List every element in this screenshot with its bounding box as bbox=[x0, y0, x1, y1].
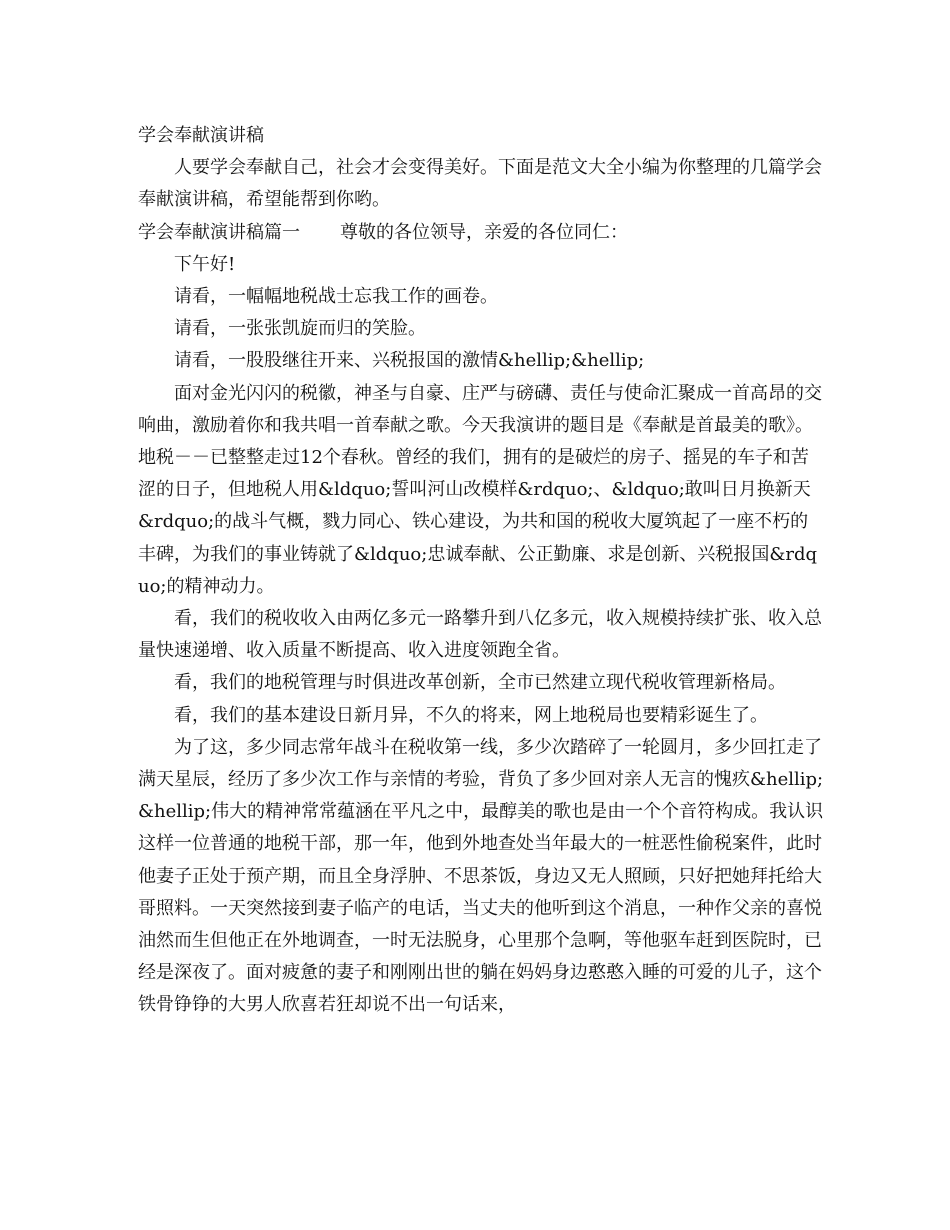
paragraph: 看，我们的地税管理与时俱进改革创新，全市已然建立现代税收管理新格局。 bbox=[174, 672, 786, 694]
paragraph: 为了这，多少同志常年战斗在税收第一线，多少次踏碎了一轮圆月，多少回扛走了满天星辰，经历了多少次工作与亲情的考验，背负了多少回对亲人无言的愧疚&hellip;&hellip;伟大的精神常常蕴涵在平凡之中，最醇美的歌也是由一个个音符构成。我认识这样一位普通的地税干部，那一年，他到外地查处当年最大的一桩恶性偷税案件，此时他妻子正处于预产期，而且全身浮肿、不思茶饭，身边又无人照顾，只好把她拜托给大哥照料。一天突然接到妻子临产的电话，当丈夫的他听到这个消息，一种作父亲的喜悦油然而生但他正在外地调查，一时无法脱身，心里那个急啊，等他驱车赶到医院时，已经是深夜了。面对疲惫的妻子和刚刚出世的躺在妈妈身边憨憨入睡的可爱的儿子，这个铁骨铮铮的大男人欣喜若狂却说不出一句话来， bbox=[138, 736, 824, 1016]
section-heading-line bbox=[138, 217, 826, 249]
paragraph: 请看，一股股继往开来、兴税报国的激情&hellip;&hellip; bbox=[174, 350, 645, 372]
paragraph: 请看，一张张凯旋而归的笑脸。 bbox=[174, 318, 426, 340]
paragraph: 请看，一幅幅地税战士忘我工作的画卷。 bbox=[174, 286, 498, 308]
document-title: 学会奉献演讲稿 bbox=[138, 125, 264, 146]
paragraph: 看，我们的基本建设日新月异，不久的将来，网上地税局也要精彩诞生了。 bbox=[174, 704, 768, 726]
paragraph: 下午好! bbox=[174, 253, 236, 275]
salutation: 尊敬的各位领导，亲爱的各位同仁： bbox=[340, 221, 628, 243]
paragraph: 面对金光闪闪的税徽，神圣与自豪、庄严与磅礴、责任与使命汇聚成一首高昂的交响曲，激励着你和我共唱一首奉献之歌。今天我演讲的题目是《奉献是首最美的歌》。地税－－已整整走过12个春秋。曾经的我们，拥有的是破烂的房子、摇晃的车子和苦涩的日子，但地税人用&ldquo;誓叫河山改模样&rdquo;、&ldquo;敢叫日月换新天&rdquo;的战斗气概，戮力同心、铁心建设，为共和国的税收大厦筑起了一座不朽的丰碑，为我们的事业铸就了&ldquo;忠诚奉献、公正勤廉、求是创新、兴税报国&rdquo;的精神动力。 bbox=[138, 382, 822, 597]
paragraph: 看，我们的税收收入由两亿多元一路攀升到八亿多元，收入规模持续扩张、收入总量快速递增、收入质量不断提高、收入进度领跑全省。 bbox=[138, 608, 822, 662]
section-heading: 学会奉献演讲稿篇一 bbox=[138, 221, 300, 243]
document-page bbox=[138, 120, 826, 1022]
intro-paragraph: 人要学会奉献自己，社会才会变得美好。下面是范文大全小编为你整理的几篇学会奉献演讲稿，希望能帮到你哟。 bbox=[138, 157, 822, 211]
